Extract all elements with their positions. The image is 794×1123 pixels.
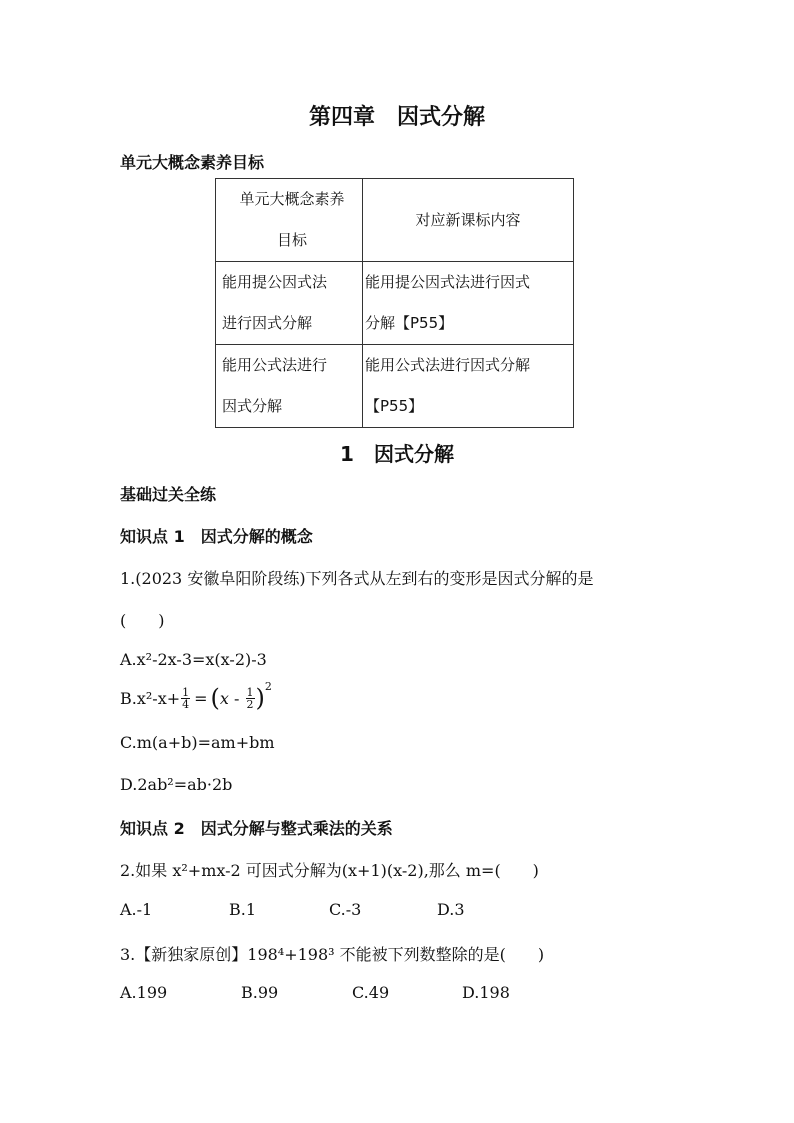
q2-option-d: D.3 <box>437 900 465 919</box>
goals-table <box>215 178 574 428</box>
goals-row2-content <box>363 345 574 428</box>
goals-table-row <box>216 345 574 428</box>
q2-option-c: C.-3 <box>329 900 362 919</box>
q1-answer-paren: ( ) <box>120 611 165 630</box>
goals-header-goal-line1: 单元大概念素养 <box>239 190 345 208</box>
q1-option-b <box>120 680 272 716</box>
q1-b-frac-den: 4 <box>182 697 190 711</box>
knowledge-point-1: 知识点 1 因式分解的概念 <box>120 527 313 546</box>
q1-b-inner-x: x <box>219 688 229 708</box>
q3-option-d: D.198 <box>462 983 510 1002</box>
q1-b-frac2-num: 1 <box>246 685 254 699</box>
goals-row1-goal-line1: 能用提公因式法 <box>222 273 328 291</box>
q2-option-b: B.1 <box>229 900 257 919</box>
q1-option-b-fraction-2 <box>246 687 255 710</box>
q3-option-a: A.199 <box>120 983 168 1002</box>
goals-header-goal <box>216 179 363 262</box>
q3-option-c: C.49 <box>352 983 390 1002</box>
q1-stem: 1.(2023 安徽阜阳阶段练)下列各式从左到右的变形是因式分解的是 <box>120 569 594 588</box>
goals-header-content: 对应新课标内容 <box>363 179 574 262</box>
q1-option-a: A.x²-2x-3=x(x-2)-3 <box>120 650 267 669</box>
goals-row1-content-line2: 分解【P55】 <box>365 314 454 332</box>
practice-heading: 基础过关全练 <box>120 485 217 504</box>
q1-b-left-paren: ( <box>210 684 220 712</box>
q2-stem: 2.如果 x²+mx-2 可因式分解为(x+1)(x-2),那么 m=( ) <box>120 861 539 880</box>
goals-row2-content-line2: 【P55】 <box>365 397 424 415</box>
q1-option-c: C.m(a+b)=am+bm <box>120 733 275 752</box>
goals-row2-goal <box>216 345 363 428</box>
goals-heading: 单元大概念素养目标 <box>120 153 265 172</box>
q1-b-frac2-den: 2 <box>246 697 254 711</box>
goals-table-row <box>216 262 574 345</box>
q1-b-inner-minus: - <box>228 688 245 708</box>
chapter-title: 第四章 因式分解 <box>308 105 485 130</box>
section-title: 1 因式分解 <box>340 442 454 466</box>
goals-row1-goal <box>216 262 363 345</box>
goals-row2-goal-line2: 因式分解 <box>222 397 283 415</box>
q1-option-b-fraction <box>181 687 190 710</box>
q3-option-b: B.99 <box>241 983 279 1002</box>
goals-row1-content <box>363 262 574 345</box>
q1-b-frac-num: 1 <box>182 685 190 699</box>
q3-stem: 3.【新独家原创】198⁴+198³ 不能被下列数整除的是( ) <box>120 945 545 964</box>
q1-b-exponent: 2 <box>264 680 272 693</box>
goals-row1-goal-line2: 进行因式分解 <box>222 314 313 332</box>
goals-table-header-row <box>216 179 574 262</box>
q1-b-right-paren: ) <box>255 684 265 712</box>
goals-row1-content-line1: 能用提公因式法进行因式 <box>365 273 531 291</box>
q1-option-d: D.2ab²=ab·2b <box>120 775 233 794</box>
q2-option-a: A.-1 <box>120 900 153 919</box>
knowledge-point-2: 知识点 2 因式分解与整式乘法的关系 <box>120 819 393 838</box>
goals-header-goal-line2: 目标 <box>276 231 307 249</box>
goals-row2-content-line1: 能用公式法进行因式分解 <box>365 356 531 374</box>
q1-option-b-prefix: B.x²-x+ <box>120 688 181 708</box>
q1-b-equals: = <box>194 688 208 708</box>
goals-row2-goal-line1: 能用公式法进行 <box>222 356 328 374</box>
